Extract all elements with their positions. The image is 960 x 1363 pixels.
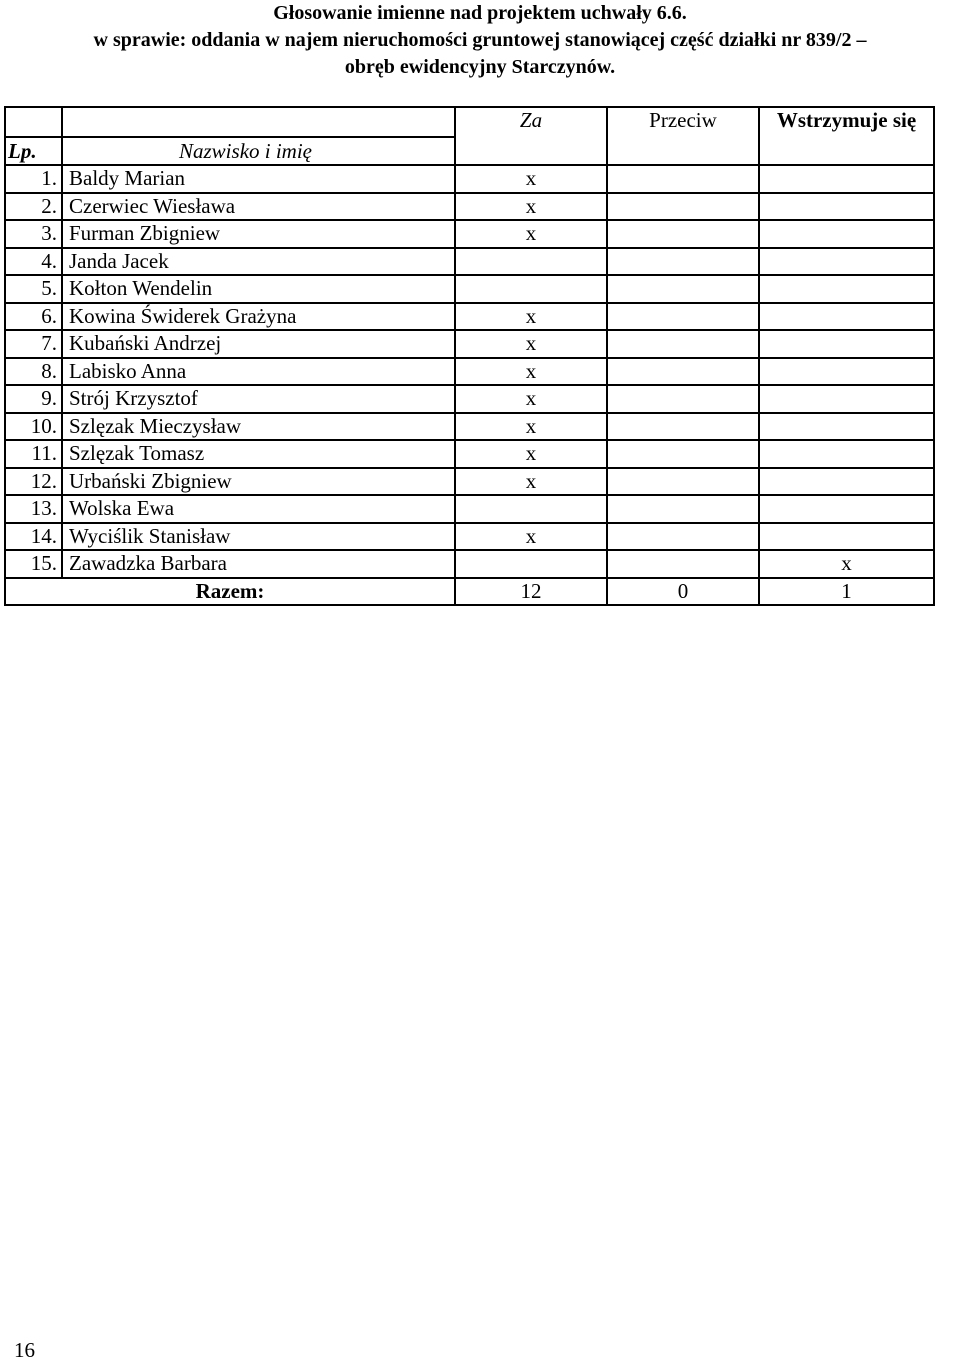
row-za: x: [455, 358, 607, 386]
row-za: [455, 275, 607, 303]
row-za: x: [455, 193, 607, 221]
row-lp: 13.: [5, 495, 62, 523]
row-name: Kowina Świderek Grażyna: [62, 303, 455, 331]
row-za: x: [455, 413, 607, 441]
row-za: [455, 248, 607, 276]
row-wstrzymuje: [759, 358, 934, 386]
title-line-2: w sprawie: oddania w najem nieruchomości gruntowej stanowiącej część działki nr 839/2 –: [93, 29, 867, 51]
row-wstrzymuje: [759, 523, 934, 551]
table-row: [5, 468, 934, 496]
total-za: 12: [455, 578, 607, 606]
row-za: [455, 495, 607, 523]
lp-header-top: [5, 107, 62, 137]
total-wstrzymuje: 1: [759, 578, 934, 606]
row-przeciw: [607, 220, 759, 248]
row-za: x: [455, 385, 607, 413]
total-przeciw: 0: [607, 578, 759, 606]
row-wstrzymuje: x: [759, 550, 934, 578]
row-przeciw: [607, 550, 759, 578]
row-lp: 4.: [5, 248, 62, 276]
row-za: x: [455, 303, 607, 331]
totals-row: [5, 578, 934, 606]
row-lp: 2.: [5, 193, 62, 221]
name-header-top: [62, 107, 455, 137]
lp-header: Lp.: [5, 137, 62, 165]
table-row: [5, 165, 934, 193]
row-lp: 15.: [5, 550, 62, 578]
table-row: [5, 550, 934, 578]
row-za: x: [455, 220, 607, 248]
row-name: Wolska Ewa: [62, 495, 455, 523]
row-lp: 11.: [5, 440, 62, 468]
header-row-1: [5, 107, 934, 137]
title-line-1: Głosowanie imienne nad projektem uchwały 6.6.: [273, 2, 687, 24]
row-za: x: [455, 165, 607, 193]
table-row: [5, 385, 934, 413]
row-name: Kubański Andrzej: [62, 330, 455, 358]
row-wstrzymuje: [759, 495, 934, 523]
row-name: Kołton Wendelin: [62, 275, 455, 303]
row-name: Urbański Zbigniew: [62, 468, 455, 496]
przeciw-header: Przeciw: [607, 107, 759, 165]
row-wstrzymuje: [759, 468, 934, 496]
row-wstrzymuje: [759, 413, 934, 441]
table-row: [5, 248, 934, 276]
row-name: Zawadzka Barbara: [62, 550, 455, 578]
row-za: x: [455, 468, 607, 496]
table-row: [5, 330, 934, 358]
row-name: Strój Krzysztof: [62, 385, 455, 413]
wstrzymuje-header: Wstrzymuje się: [759, 107, 934, 165]
table-row: [5, 303, 934, 331]
row-wstrzymuje: [759, 303, 934, 331]
row-przeciw: [607, 523, 759, 551]
row-lp: 10.: [5, 413, 62, 441]
row-lp: 9.: [5, 385, 62, 413]
row-przeciw: [607, 330, 759, 358]
row-name: Labisko Anna: [62, 358, 455, 386]
row-przeciw: [607, 468, 759, 496]
row-wstrzymuje: [759, 275, 934, 303]
za-header: Za: [455, 107, 607, 165]
name-header: Nazwisko i imię: [62, 137, 455, 165]
table-row: [5, 495, 934, 523]
row-przeciw: [607, 358, 759, 386]
voting-table: [4, 106, 935, 606]
row-przeciw: [607, 385, 759, 413]
row-wstrzymuje: [759, 165, 934, 193]
row-name: Szlęzak Tomasz: [62, 440, 455, 468]
row-wstrzymuje: [759, 330, 934, 358]
table-row: [5, 413, 934, 441]
table-row: [5, 193, 934, 221]
table-row: [5, 275, 934, 303]
row-wstrzymuje: [759, 248, 934, 276]
row-lp: 7.: [5, 330, 62, 358]
row-przeciw: [607, 495, 759, 523]
row-wstrzymuje: [759, 440, 934, 468]
page-number: 16: [14, 1338, 35, 1362]
row-lp: 1.: [5, 165, 62, 193]
row-name: Furman Zbigniew: [62, 220, 455, 248]
row-przeciw: [607, 193, 759, 221]
document-title: [0, 0, 960, 81]
row-za: x: [455, 523, 607, 551]
row-lp: 5.: [5, 275, 62, 303]
table-row: [5, 358, 934, 386]
row-wstrzymuje: [759, 220, 934, 248]
row-przeciw: [607, 248, 759, 276]
totals-label: Razem:: [5, 578, 455, 606]
title-line-3: obręb ewidencyjny Starczynów.: [344, 56, 616, 78]
row-przeciw: [607, 413, 759, 441]
row-lp: 8.: [5, 358, 62, 386]
row-przeciw: [607, 303, 759, 331]
row-name: Szlęzak Mieczysław: [62, 413, 455, 441]
row-za: x: [455, 330, 607, 358]
row-przeciw: [607, 275, 759, 303]
row-przeciw: [607, 165, 759, 193]
table-row: [5, 523, 934, 551]
row-name: Wyciślik Stanisław: [62, 523, 455, 551]
row-name: Baldy Marian: [62, 165, 455, 193]
row-lp: 6.: [5, 303, 62, 331]
row-lp: 3.: [5, 220, 62, 248]
row-za: x: [455, 440, 607, 468]
row-lp: 14.: [5, 523, 62, 551]
row-name: Janda Jacek: [62, 248, 455, 276]
row-wstrzymuje: [759, 385, 934, 413]
row-za: [455, 550, 607, 578]
row-przeciw: [607, 440, 759, 468]
row-name: Czerwiec Wiesława: [62, 193, 455, 221]
row-wstrzymuje: [759, 193, 934, 221]
table-row: [5, 440, 934, 468]
row-lp: 12.: [5, 468, 62, 496]
table-row: [5, 220, 934, 248]
